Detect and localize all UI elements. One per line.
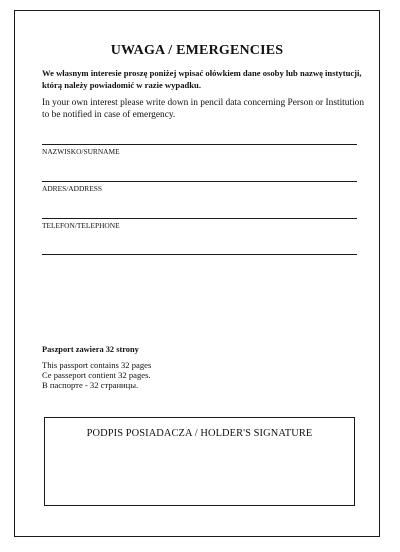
- signature-box[interactable]: [44, 417, 355, 506]
- passport-page: [14, 10, 380, 537]
- telephone-line-bottom: [42, 254, 357, 255]
- surname-label: NAZWISKO/SURNAME: [42, 147, 120, 156]
- pages-info-english: This passport contains 32 pages: [42, 360, 152, 370]
- pages-heading: Paszport zawiera 32 strony: [42, 345, 139, 354]
- page-title: UWAGA / EMERGENCIES: [110, 43, 284, 58]
- address-label: ADRES/ADDRESS: [42, 184, 102, 193]
- pages-info-french: Ce passeport contient 32 pages.: [42, 370, 151, 380]
- address-line-top: [42, 181, 357, 182]
- telephone-label: TELEFON/TELEPHONE: [42, 221, 120, 230]
- pages-info-russian: В паспорте - 32 страницы.: [42, 380, 139, 390]
- pages-info: [42, 360, 151, 390]
- notice-english: In your own interest please write down in pencil data concerning Person or Institution to be notified in case of emergency.: [42, 98, 365, 120]
- surname-line-top: [42, 144, 357, 145]
- notice-polish: We własnym interesie proszę poniżej wpisać ołówkiem dane osoby lub nazwę instytucji, którą należy powiadomić w razie wypadku.: [42, 68, 362, 90]
- signature-label: PODPIS POSIADACZA / HOLDER'S SIGNATURE: [86, 428, 313, 439]
- telephone-line-top: [42, 218, 357, 219]
